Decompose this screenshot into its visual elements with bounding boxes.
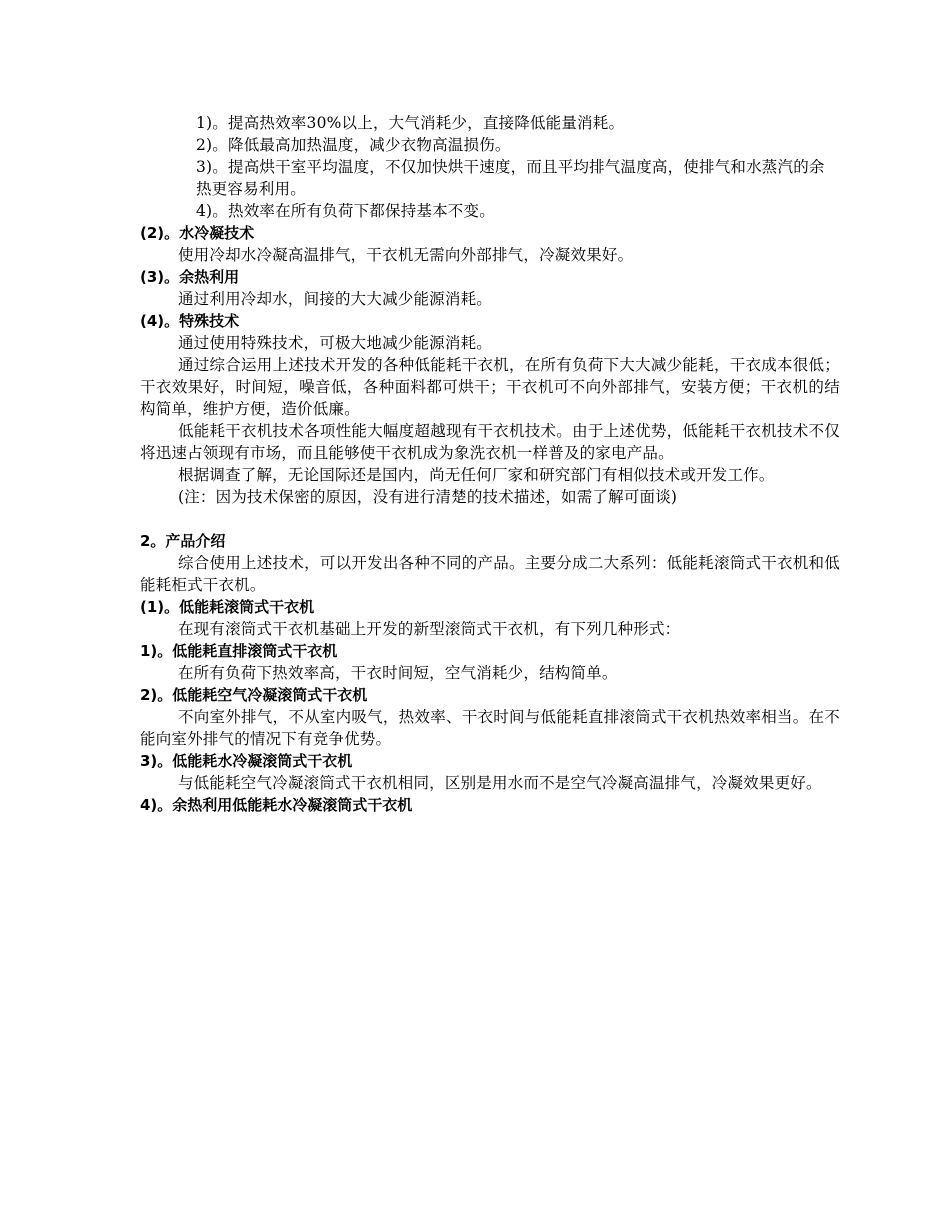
heading-drum-dryer: (1)。低能耗滚筒式干衣机 (140, 598, 315, 616)
heading-water-condensation-drum: 3)。低能耗水冷凝滚筒式干衣机 (140, 752, 353, 770)
heading-special-tech: (4)。特殊技术 (140, 312, 240, 330)
paragraph-summary-2: 低能耗干衣机技术各项性能大幅度超越现有干衣机技术。由于上述优势，低能耗干衣机技术不仅将迅速占领现有市场，而且能够使干衣机成为象洗衣机一样普及的家电产品。 (140, 422, 840, 462)
paragraph-water-condensation: 使用冷却水冷凝高温排气，干衣机无需向外部排气，冷凝效果好。 (177, 246, 634, 264)
paragraph-summary-1: 通过综合运用上述技术开发的各种低能耗干衣机，在所有负荷下大大减少能耗，干衣成本很低；干衣效果好，时间短，噪音低，各种面料都可烘干；干衣机可不向外部排气，安装方便；干衣机的结构简单，维护方便，造价低廉。 (140, 356, 840, 418)
heading-heat-recovery: (3)。余热利用 (140, 268, 240, 286)
list-item-3: 3)。提高烘干室平均温度，不仅加快烘干速度，而且平均排气温度高，使排气和水蒸汽的余热更容易利用。 (196, 158, 825, 198)
paragraph-water-condensation-drum: 与低能耗空气冷凝滚筒式干衣机相同，区别是用水而不是空气冷凝高温排气，冷凝效果更好。 (177, 774, 822, 792)
heading-product-intro: 2。产品介绍 (140, 532, 226, 550)
paragraph-drum-dryer: 在现有滚筒式干衣机基础上开发的新型滚筒式干衣机，有下列几种形式： (177, 620, 681, 638)
paragraph-air-condensation: 不向室外排气，不从室内吸气，热效率、干衣时间与低能耗直排滚筒式干衣机热效率相当。在不能向室外排气的情况下有竞争优势。 (140, 708, 840, 748)
heading-direct-exhaust: 1)。低能耗直排滚筒式干衣机 (140, 642, 338, 660)
list-item-2: 2)。降低最高加热温度，减少衣物高温损伤。 (196, 136, 511, 154)
spacer (140, 508, 840, 530)
heading-water-condensation: (2)。水冷凝技术 (140, 224, 255, 242)
paragraph-heat-recovery: 通过利用冷却水，间接的大大减少能源消耗。 (177, 290, 492, 308)
paragraph-note: (注：因为技术保密的原因，没有进行清楚的技术描述，如需了解可面谈) (177, 488, 678, 506)
paragraph-direct-exhaust: 在所有负荷下热效率高，干衣时间短，空气消耗少，结构简单。 (177, 664, 618, 682)
heading-air-condensation: 2)。低能耗空气冷凝滚筒式干衣机 (140, 686, 368, 704)
list-item-4: 4)。热效率在所有负荷下都保持基本不变。 (196, 202, 495, 220)
heading-residual-heat-drum: 4)。余热利用低能耗水冷凝滚筒式干衣机 (140, 796, 413, 814)
paragraph-product-intro: 综合使用上述技术，可以开发出各种不同的产品。主要分成二大系列：低能耗滚筒式干衣机和低能耗柜式干衣机。 (140, 554, 840, 594)
document-body (140, 112, 840, 816)
list-item-1: 1)。提高热效率30%以上，大气消耗少，直接降低能量消耗。 (196, 114, 625, 132)
paragraph-summary-3: 根据调查了解，无论国际还是国内，尚无任何厂家和研究部门有相似技术或开发工作。 (177, 466, 775, 484)
paragraph-special-tech: 通过使用特殊技术，可极大地减少能源消耗。 (177, 334, 492, 352)
